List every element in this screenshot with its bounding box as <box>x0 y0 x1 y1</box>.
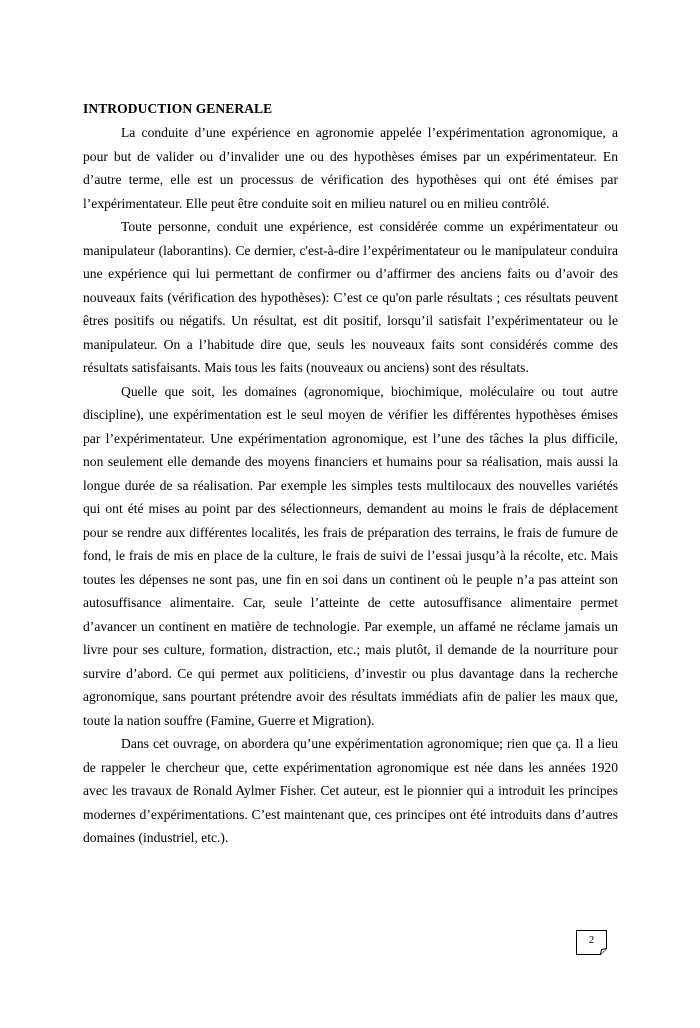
page-body <box>83 97 618 850</box>
page-number: 2 <box>588 934 595 946</box>
paragraph-3: Quelle que soit, les domaines (agronomique, biochimique, moléculaire ou tout autre discipline), une expérimentation est le seul moyen de vérifier les différentes hypothèses émises par l’expérimentateur. Une expérimentation agronomique, est l’une des tâches la plus difficile, non seulement elle demande des moyens financiers et humains pour sa réalisation, mais aussi la longue durée de sa réalisation. Par exemple les simples tests multilocaux des nouvelles variétés qui ont été mises au point par des sélectionneurs, demandent au moins le frais de déplacement pour se rendre aux différentes localités, les frais de préparation des terrains, le frais de fumure de fond, le frais de mis en place de la culture, le frais de suivi de l’essai jusqu’à la récolte, etc. Mais toutes les dépenses ne sont pas, une fin en soi dans un continent où le peuple n’a pas atteint son autosuffisance alimentaire. Car, seule l’atteinte de cette autosuffisance alimentaire permet d’avancer un continent en matière de technologie. Par exemple, un affamé ne réclame jamais un livre pour ses culture, formation, distraction, etc.; mais plutôt, il demande de la nourriture pour survire d’abord. Ce qui permet aux politiciens, d’investir ou plus davantage dans la recherche agronomique, sans pourtant prétendre avoir des résultats immédiats afin de palier les maux que, toute la nation souffre (Famine, Guerre et Migration). <box>83 383 618 728</box>
paragraph-2: Toute personne, conduit une expérience, est considérée comme un expérimentateur ou manipulateur (laborantins). Ce dernier, c'est-à-dire l’expérimentateur ou le manipulateur conduira une expérience qui lui permettant de confirmer ou d’affirmer des anciens faits ou d’avoir des nouveaux faits (vérification des hypothèses): C’est ce qu'on parle résultats ; ces résultats peuvent êtres positifs ou négatifs. Un résultat, est dit positif, lorsqu’il satisfait l’expérimentateur ou le manipulateur. On a l’habitude dire que, seuls les nouveaux faits sont considérés comme des résultats satisfaisants. Mais tous les faits (nouveaux ou anciens) sont des résultats. <box>83 219 618 375</box>
page-number-badge <box>576 930 607 955</box>
paragraph-4: Dans cet ouvrage, on abordera qu’une expérimentation agronomique; rien que ça. Il a lieu de rappeler le chercheur que, cette expérimentation agronomique est née dans les années 1920 avec les travaux de Ronald Aylmer Fisher. Cet auteur, est le pionnier qui a introduit les principes modernes d’expérimentations. C’est maintenant que, ces principes ont été introduits dans d’autres domaines (industriel, etc.). <box>83 736 618 845</box>
section-heading: INTRODUCTION GENERALE <box>83 101 273 116</box>
paragraph-1: La conduite d’une expérience en agronomie appelée l’expérimentation agronomique, a pour but de valider ou d’invalider une ou des hypothèses émises par un expérimentateur. En d’autre terme, elle est un processus de vérification des hypothèses qui ont été émises par l’expérimentateur. Elle peut être conduite soit en milieu naturel ou en milieu contrôlé. <box>83 125 618 211</box>
